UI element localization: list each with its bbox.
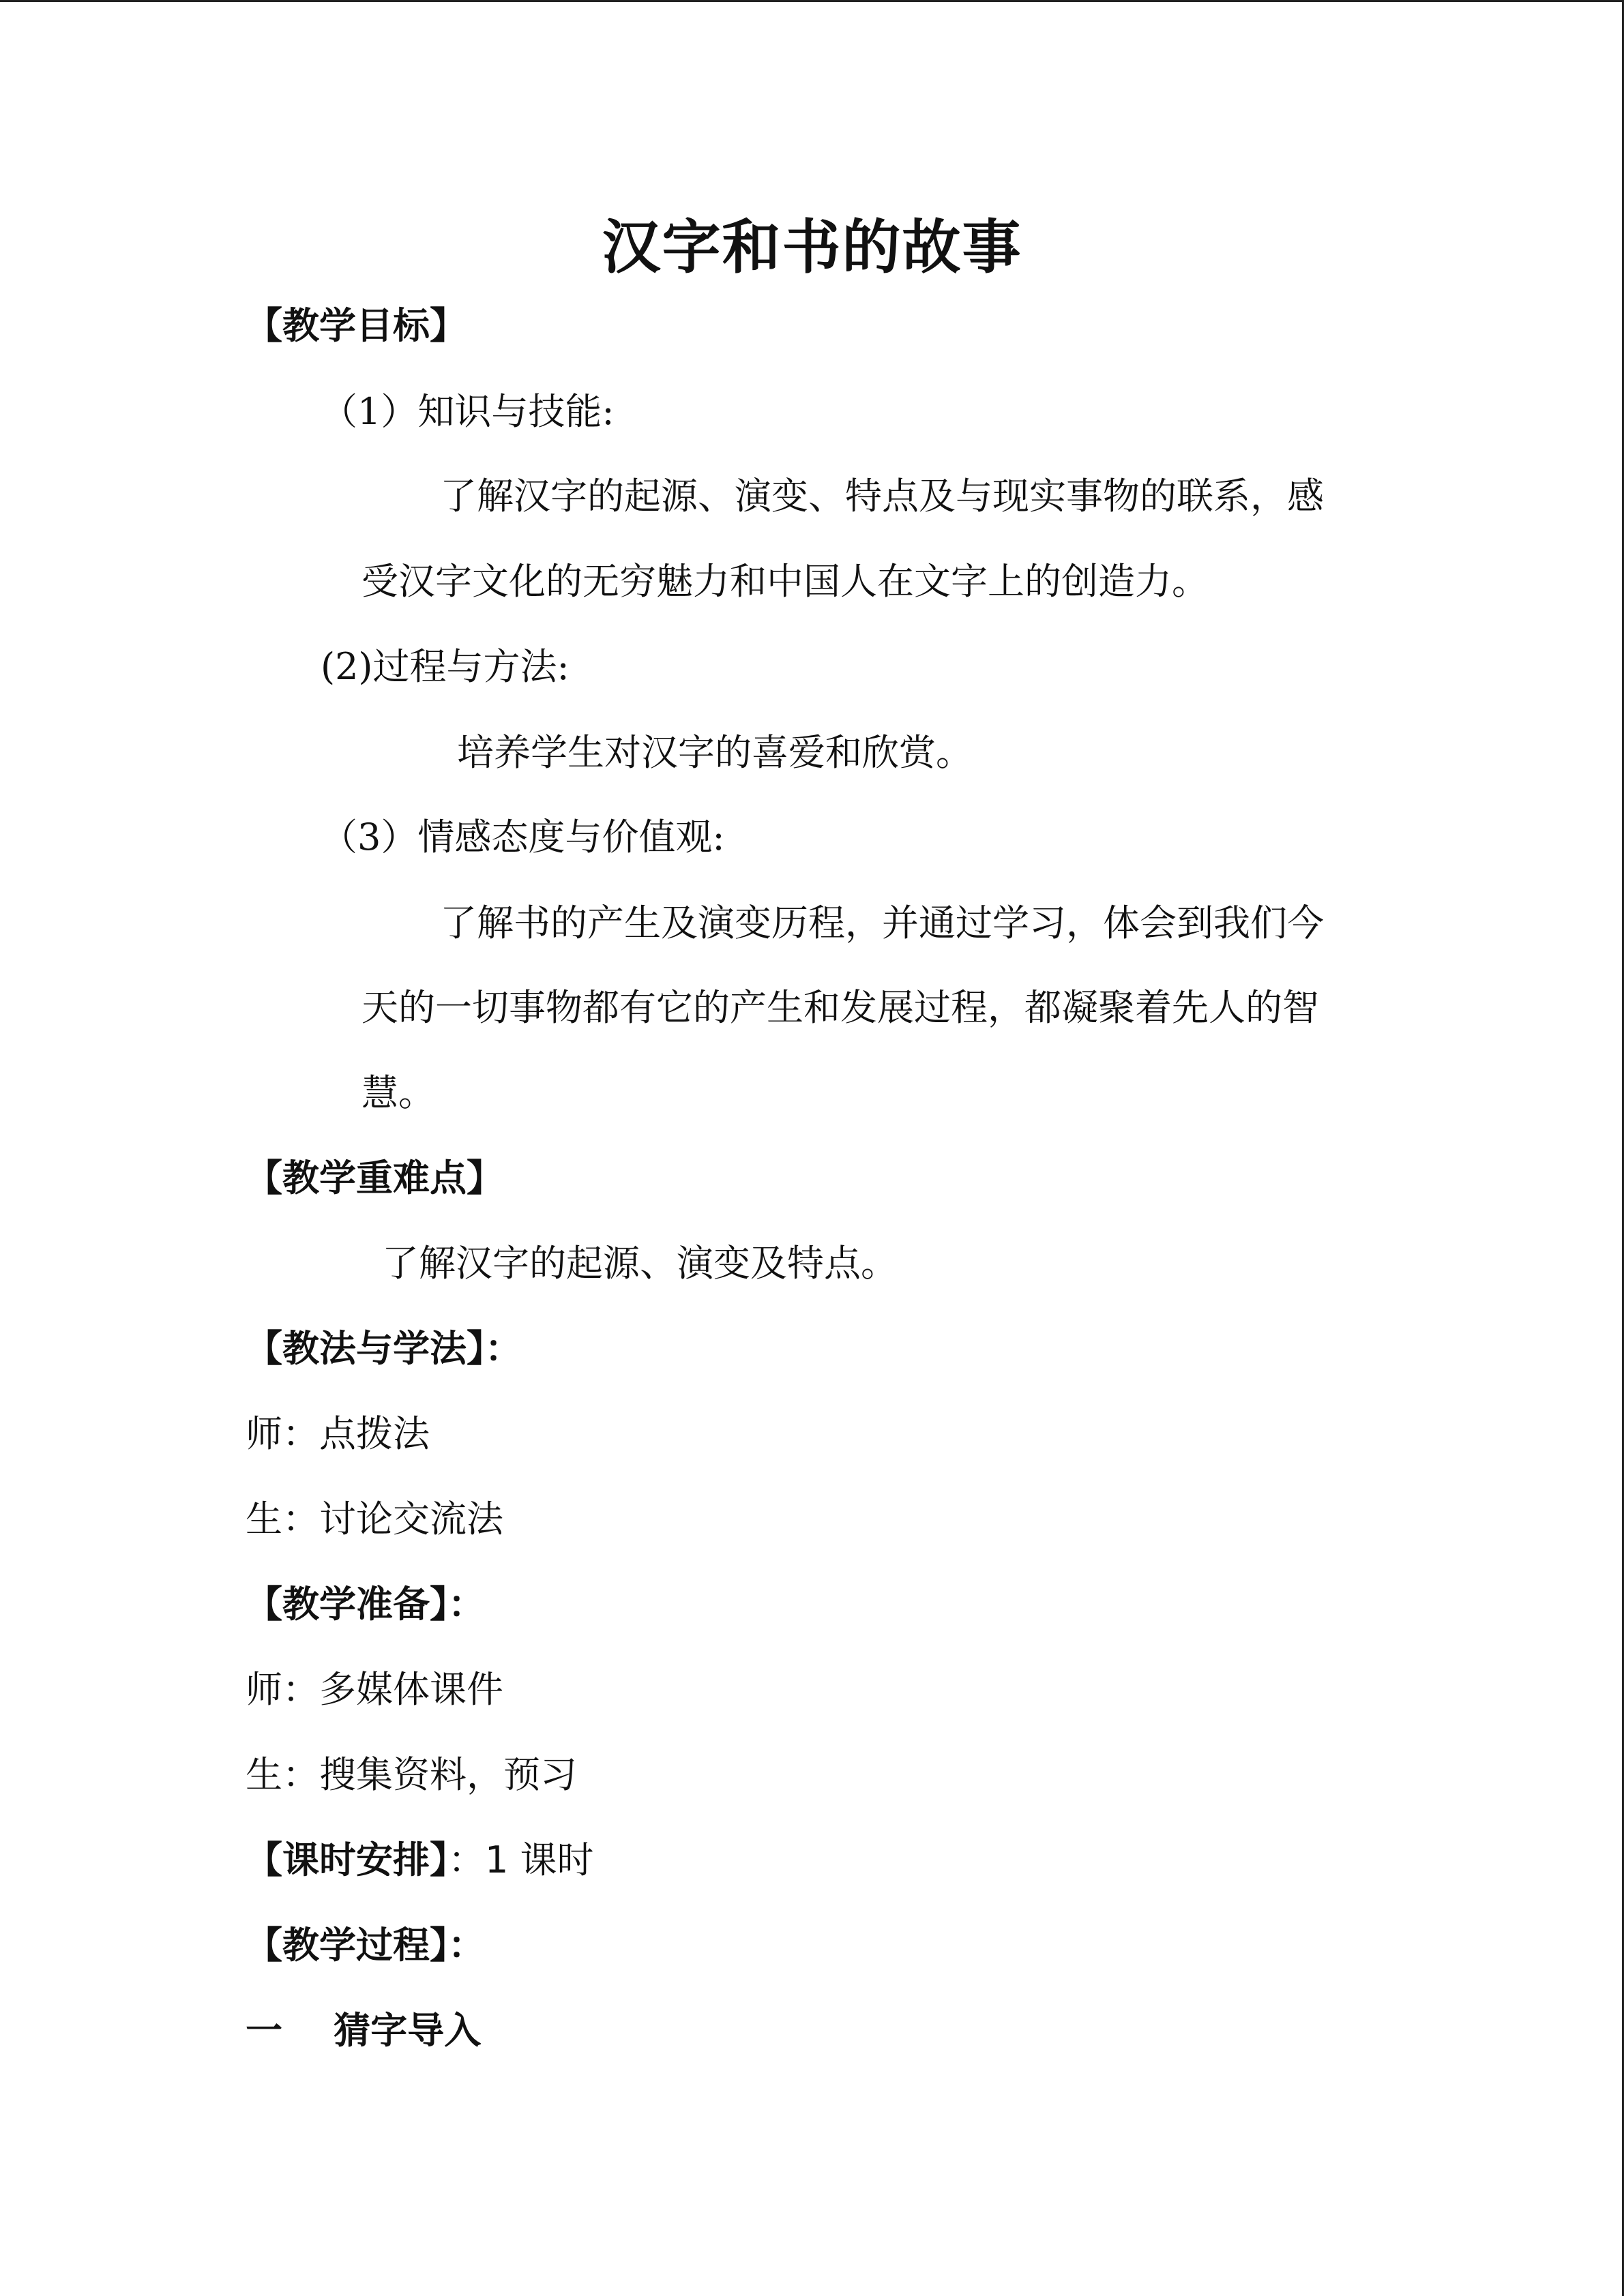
objective-2-label: (2)过程与方法: xyxy=(321,645,570,688)
preparation-colon: ： xyxy=(448,1583,485,1626)
process-step-1: 一 猜字导入 xyxy=(246,2009,482,2052)
preparation-student: 生：搜集资料，预习 xyxy=(246,1753,577,1796)
schedule-line xyxy=(246,1836,594,1884)
methods-heading-line xyxy=(246,1325,522,1373)
objective-1-text-line2: 受汉字文化的无穷魅力和中国人在文字上的创造力。 xyxy=(361,560,1209,603)
methods-heading: 【教法与学法】 xyxy=(246,1327,485,1370)
objective-3-text-line3: 慧。 xyxy=(361,1071,435,1114)
objective-1-label: （1）知识与技能: xyxy=(321,390,615,433)
objective-1-text-line1: 了解汉字的起源、演变、特点及与现实事物的联系，感 xyxy=(440,475,1324,518)
schedule-heading: 【课时安排】 xyxy=(246,1838,448,1881)
preparation-heading-line xyxy=(246,1581,485,1628)
key-points-text: 了解汉字的起源、演变及特点。 xyxy=(382,1242,898,1285)
process-colon: ： xyxy=(448,1924,485,1967)
preparation-teacher: 师：多媒体课件 xyxy=(246,1668,503,1711)
objectives-heading: 【教学目标】 xyxy=(246,304,467,347)
process-heading: 【教学过程】 xyxy=(246,1924,448,1967)
objective-2-text: 培养学生对汉字的喜爱和欣赏。 xyxy=(457,731,973,774)
process-heading-line xyxy=(246,1922,485,1969)
preparation-heading: 【教学准备】 xyxy=(246,1583,448,1626)
methods-colon: ： xyxy=(485,1327,522,1370)
key-points-heading: 【教学重难点】 xyxy=(246,1157,503,1199)
objective-3-text-line1: 了解书的产生及演变历程，并通过学习，体会到我们今 xyxy=(440,901,1324,944)
schedule-value: ：1 课时 xyxy=(448,1838,594,1881)
document-title: 汉字和书的故事 xyxy=(602,213,1022,282)
methods-teacher: 师：点拨法 xyxy=(246,1412,430,1455)
objective-3-label: （3）情感态度与价值观: xyxy=(321,816,725,859)
methods-student: 生：讨论交流法 xyxy=(246,1497,503,1540)
objective-3-text-line2: 天的一切事物都有它的产生和发展过程，都凝聚着先人的智 xyxy=(361,986,1319,1029)
